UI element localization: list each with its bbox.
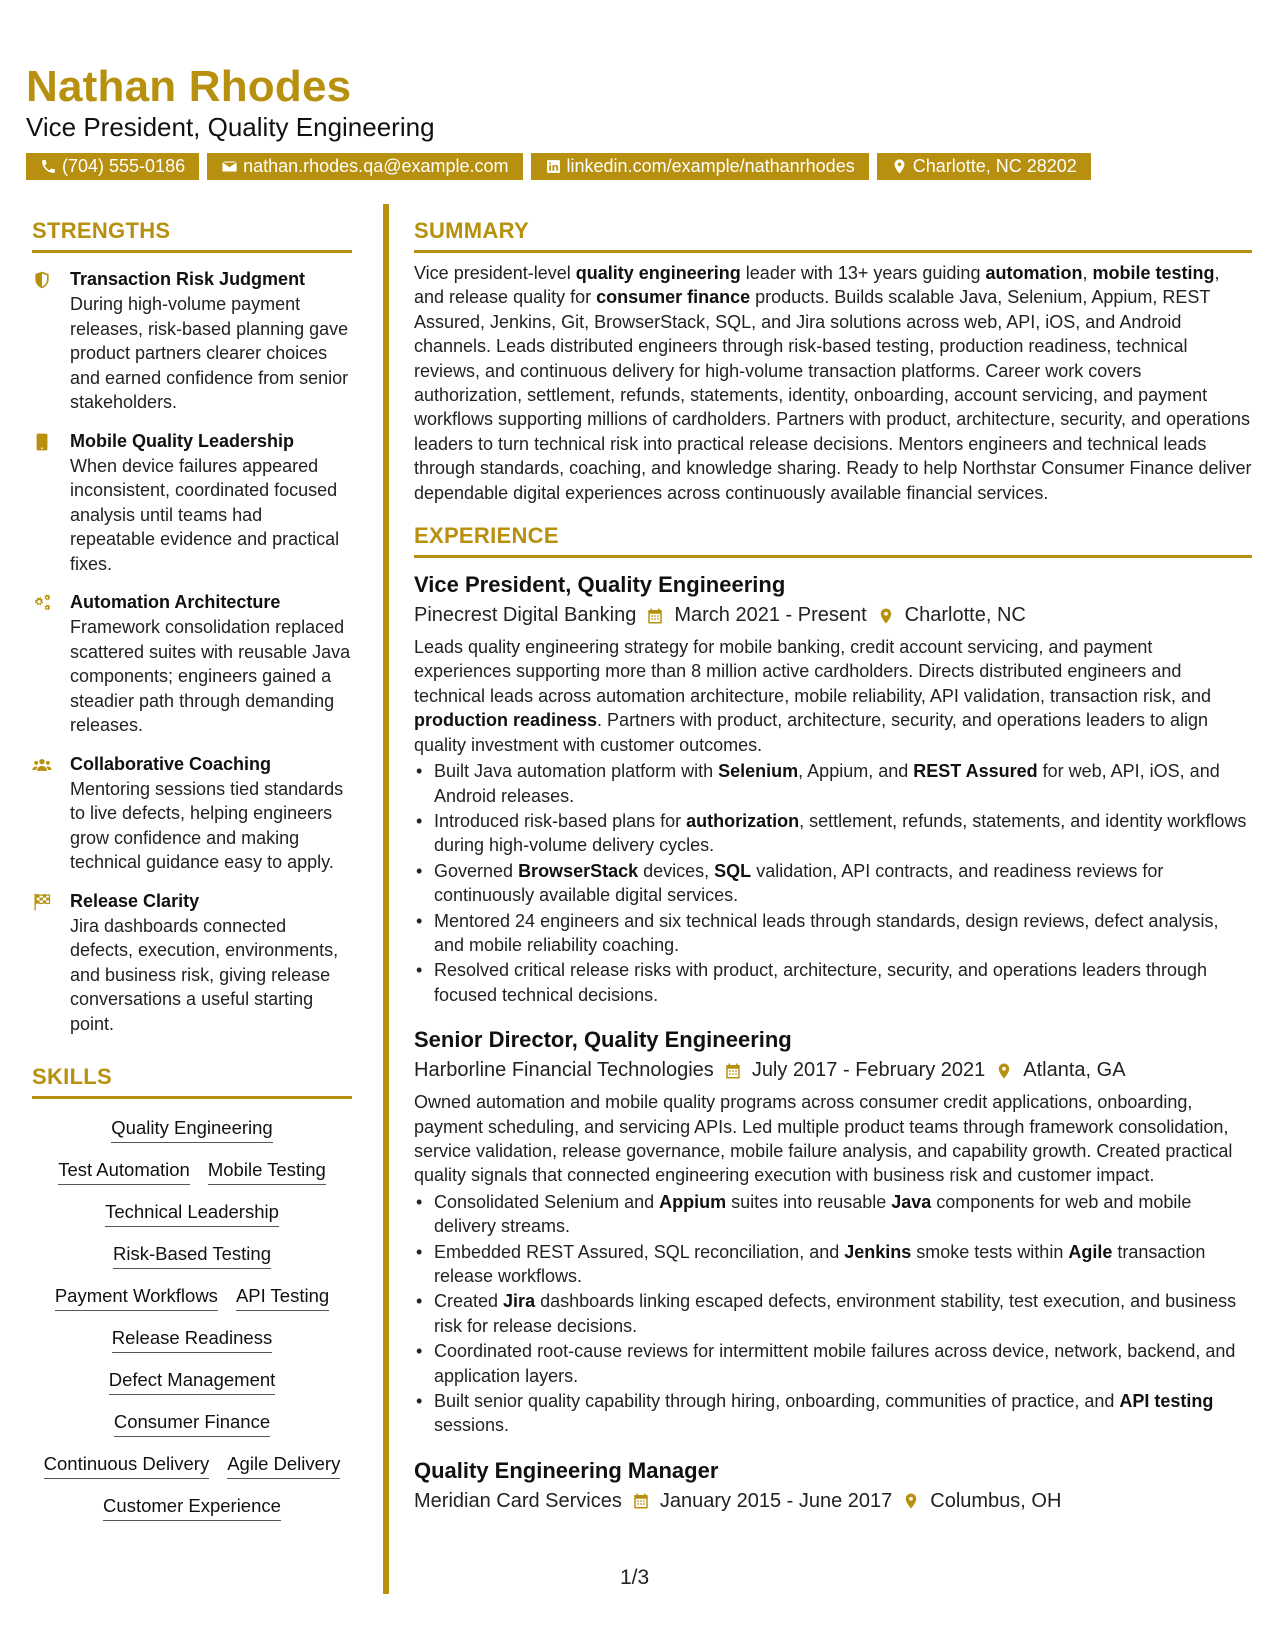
job-company: Harborline Financial Technologies [414,1059,714,1082]
skill-tag: Consumer Finance [114,1411,270,1437]
job-description: Owned automation and mobile quality programs across consumer credit applications, onboarding, payment scheduling, and servicing APIs. Led multiple product teams through framework consolidation, service validation, release governance, mobile failure analysis, and capability growth. Created practical quality signals that connected engineering execution with business risk and customer impact. [414,1092,1233,1186]
experience-list [414,572,1252,1513]
strength-item [32,267,352,415]
page-number: 1/3 [620,1566,650,1589]
job-bullets [414,1190,1252,1438]
skill-tag: Customer Experience [103,1495,281,1521]
skill-row [112,1327,272,1353]
strength-item [32,429,352,577]
skill-row [103,1495,281,1521]
job-location: Atlanta, GA [1023,1059,1126,1082]
job-dates: March 2021 - Present [674,604,867,627]
job-bullet: • Created Jira dashboards linking escaped defects, environment stability, test execution, and business risk for release decisions. [414,1289,1252,1338]
skill-row [105,1201,279,1227]
skill-row [109,1369,276,1395]
skill-tag: Mobile Testing [208,1159,326,1185]
calendar-icon [632,1492,650,1510]
phone-icon [40,158,57,175]
job-bullet: • Built Java automation platform with Selenium, Appium, and REST Assured for web, API, iOS, and Android releases. [414,759,1252,808]
skill-row [55,1285,329,1311]
contact-location-text: Charlotte, NC 28202 [912,156,1077,176]
job-entry [414,1458,1252,1513]
skill-row [44,1453,341,1479]
strength-item [32,889,352,1037]
strength-title: Mobile Quality Leadership [70,430,295,451]
job-location: Charlotte, NC [904,604,1026,627]
job-dates: January 2015 - June 2017 [659,1489,893,1512]
strength-text: During high-volume payment releases, risk-based planning gave product partners clearer choices and earned confidence from senior stakeholders. [70,294,349,412]
strength-text: Framework consolidation replaced scattered suites with reusable Java components; engineers gained a steadier path through demanding releases. [70,617,351,735]
job-dates: July 2017 - February 2021 [751,1059,986,1082]
job-title: Senior Director, Quality Engineering [414,1027,792,1053]
summary-text: Vice president-level quality engineering leader with 13+ years guiding automation, mobile testing, and release quality for consumer finance products. Builds scalable Java, Selenium, Appium, REST Assured, Jenkins, Git, BrowserStack, SQL, and Jira solutions across web, API, iOS, and Android channels. Leads distributed engineers through risk-based testing, production readiness, technical reviews, and continuous delivery for high-volume transaction platforms. Career work covers authorization, settlement, refunds, statements, identity, onboarding, account servicing, and payment workflows supporting millions of cardholders. Partners with product, architecture, security, and operations leaders to turn technical risk into practical release decisions. Mentors engineers and technical leads through standards, coaching, and knowledge sharing. Ready to help Northstar Consumer Finance deliver dependable digital experiences across continuously available financial services. [414,263,1252,503]
map-pin-icon [891,158,908,175]
job-meta [414,604,1252,627]
job-description: Leads quality engineering strategy for mobile banking, credit account servicing, and payment experiences supporting more than 8 million active cardholders. Directs distributed engineers and technical leads across automation architecture, mobile reliability, API validation, transaction risk, and production readiness. Partners with product, architecture, security, and operations leaders to align quality investment with customer outcomes. [414,637,1212,755]
contact-phone[interactable] [26,153,199,180]
column-divider [383,204,389,1594]
contact-bar [26,153,1091,180]
job-meta [414,1490,1252,1513]
job-entry [414,572,1252,1007]
strength-item [32,590,352,738]
skills-heading: SKILLS [32,1064,352,1099]
job-title: Vice President, Quality Engineering [414,572,786,598]
skill-row [113,1243,271,1269]
left-column [32,218,352,1537]
skill-tag: Agile Delivery [227,1453,340,1479]
envelope-icon [221,158,238,175]
skill-tag: Quality Engineering [111,1117,272,1143]
candidate-name: Nathan Rhodes [26,62,352,111]
skill-row [114,1411,270,1437]
job-bullet: • Built senior quality capability through hiring, onboarding, communities of practice, and API testing sessions. [414,1389,1252,1438]
calendar-icon [646,607,664,625]
job-bullet: • Resolved critical release risks with product, architecture, security, and operations leaders through focused technical decisions. [414,958,1252,1007]
strength-text: Mentoring sessions tied standards to live defects, helping engineers grow confidence and making technical guidance easy to apply. [70,778,344,872]
job-title: Quality Engineering Manager [414,1457,719,1483]
strength-title: Release Clarity [70,890,200,911]
strength-text: When device failures appeared inconsistent, coordinated focused analysis until teams had repeatable evidence and practical fixes. [70,455,340,574]
skill-tag: Test Automation [58,1159,190,1185]
contact-location[interactable] [877,153,1091,180]
map-pin-icon [902,1492,920,1510]
skill-tag: API Testing [236,1285,329,1311]
contact-email[interactable] [207,153,522,180]
job-bullet: • Coordinated root-cause reviews for intermittent mobile failures across device, network, backend, and application layers. [414,1339,1252,1388]
skill-tag: Continuous Delivery [44,1453,210,1479]
skill-tag: Defect Management [109,1369,276,1395]
strength-text: Jira dashboards connected defects, execution, environments, and business risk, giving release conversations a useful starting point. [70,915,339,1034]
strength-title: Automation Architecture [70,592,281,612]
skills-list [32,1117,352,1537]
contact-phone-text: (704) 555-0186 [62,156,186,176]
shield-icon [32,270,52,290]
job-bullet: • Governed BrowserStack devices, SQL validation, API contracts, and readiness reviews for continuously available digital services. [414,859,1252,908]
map-pin-icon [877,607,895,625]
job-bullet: • Consolidated Selenium and Appium suites into reusable Java components for web and mobile delivery streams. [414,1190,1252,1239]
job-company: Pinecrest Digital Banking [414,604,637,627]
strengths-heading: STRENGTHS [32,218,352,253]
job-meta [414,1059,1252,1082]
calendar-icon [724,1062,742,1080]
job-bullets [414,759,1252,1007]
skill-row [58,1159,326,1185]
job-bullet: • Embedded REST Assured, SQL reconciliation, and Jenkins smoke tests within Agile transaction release workflows. [414,1240,1252,1289]
strength-title: Collaborative Coaching [70,753,272,774]
summary-heading: SUMMARY [414,218,1252,253]
job-company: Meridian Card Services [414,1489,622,1512]
gears-icon [32,593,52,613]
skill-tag: Release Readiness [112,1327,272,1353]
checkered-flag-icon [32,892,52,912]
job-location: Columbus, OH [930,1489,1062,1512]
job-entry [414,1027,1252,1438]
contact-linkedin[interactable] [531,153,869,180]
users-icon [32,755,52,775]
skill-tag: Risk-Based Testing [113,1243,271,1269]
skill-tag: Payment Workflows [55,1285,218,1311]
right-column [414,218,1252,1513]
skill-tag: Technical Leadership [105,1201,279,1227]
contact-email-text: nathan.rhodes.qa@example.com [243,156,509,176]
headline: Vice President, Quality Engineering [26,112,435,142]
strength-item [32,752,352,875]
experience-heading: EXPERIENCE [414,523,1252,558]
map-pin-icon [995,1062,1013,1080]
linkedin-icon [545,158,562,175]
job-bullet: • Introduced risk-based plans for authorization, settlement, refunds, statements, and identity workflows during high-volume delivery cycles. [414,809,1252,858]
strength-title: Transaction Risk Judgment [70,269,306,289]
mobile-icon [32,432,52,452]
skill-row [111,1117,272,1143]
job-bullet: • Mentored 24 engineers and six technical leads through standards, design reviews, defect analysis, and mobile reliability coaching. [414,909,1252,958]
contact-linkedin-text: linkedin.com/example/nathanrhodes [566,156,855,176]
